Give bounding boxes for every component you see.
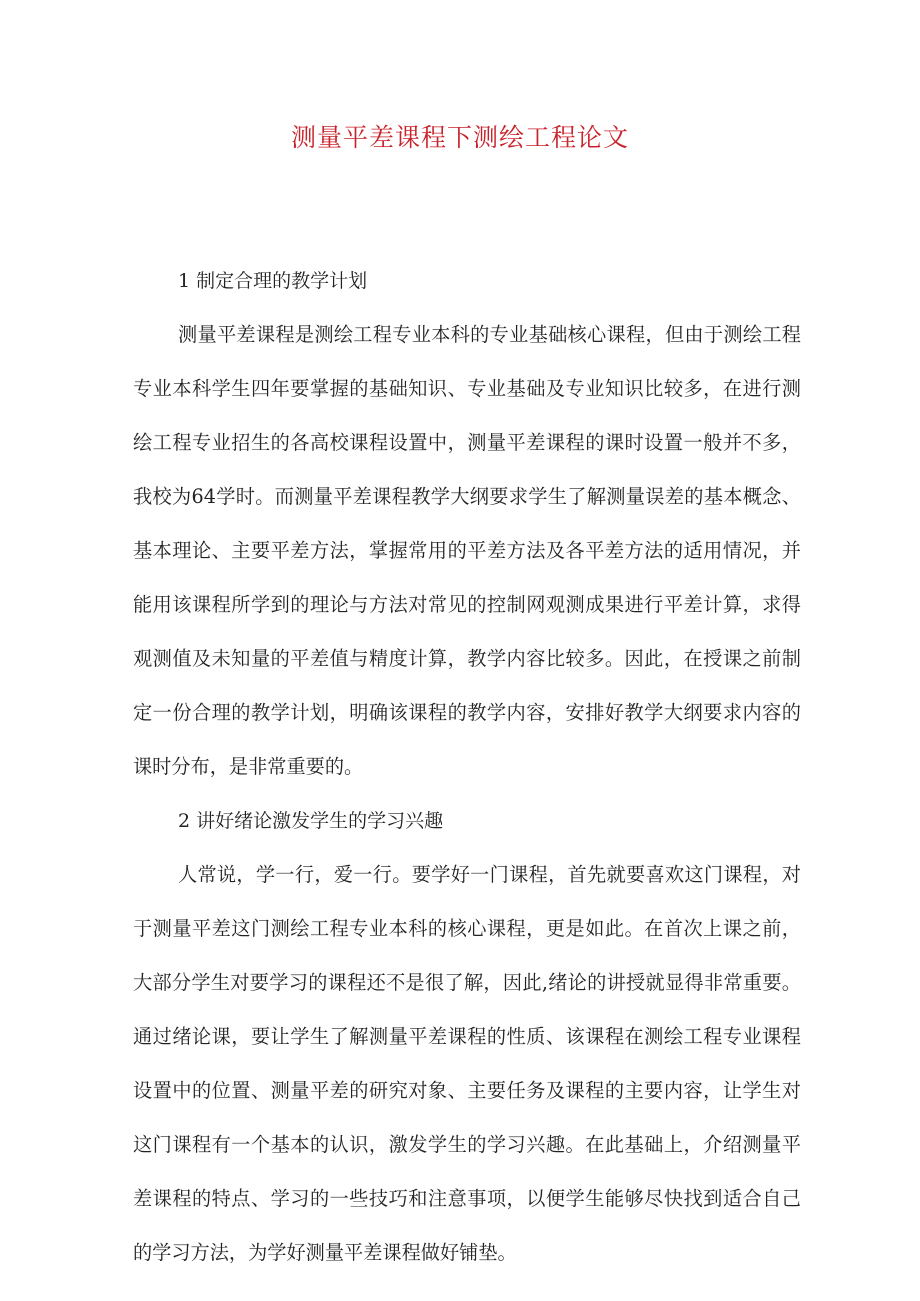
document-title: 测量平差课程下测绘工程论文	[290, 123, 629, 152]
section-paragraph-1: 测量平差课程是测绘工程专业本科的专业基础核心课程，但由于测绘工程专业本科学生四年要掌握的基础知识、专业基础及专业知识比较多，在进行测绘工程专业招生的各高校课程设置中，测量平差课程的课时设置一般并不多，我校为64学时。而测量平差课程教学大纲要求学生了解测量误差的基本概念、基本理论、主要平差方法，掌握常用的平差方法及各平差方法的适用情况，并能用该课程所学到的理论与方法对常见的控制网观测成果进行平差计算，求得观测值及未知量的平差值与精度计算，教学内容比较多。因此，在授课之前制定一份合理的教学计划，明确该课程的教学内容，安排好教学大纲要求内容的课时分布，是非常重要的。	[133, 323, 801, 778]
section-heading-1: 1 制定合理的教学计划	[178, 270, 368, 292]
document-body	[133, 254, 801, 1280]
section-heading-2: 2 讲好绪论激发学生的学习兴趣	[178, 810, 444, 832]
section-paragraph-2: 人常说，学一行，爱一行。要学好一门课程，首先就要喜欢这门课程，对于测量平差这门测绘工程专业本科的核心课程，更是如此。在首次上课之前，大部分学生对要学习的课程还不是很了解，因此,绪论的讲授就显得非常重要。通过绪论课，要让学生了解测量平差课程的性质、该课程在测绘工程专业课程设置中的位置、测量平差的研究对象、主要任务及课程的主要内容，让学生对这门课程有一个基本的认识，激发学生的学习兴趣。在此基础上，介绍测量平差课程的特点、学习的一些技巧和注意事项，以便学生能够尽快找到适合自己的学习方法，为学好测量平差课程做好铺垫。	[133, 863, 801, 1264]
